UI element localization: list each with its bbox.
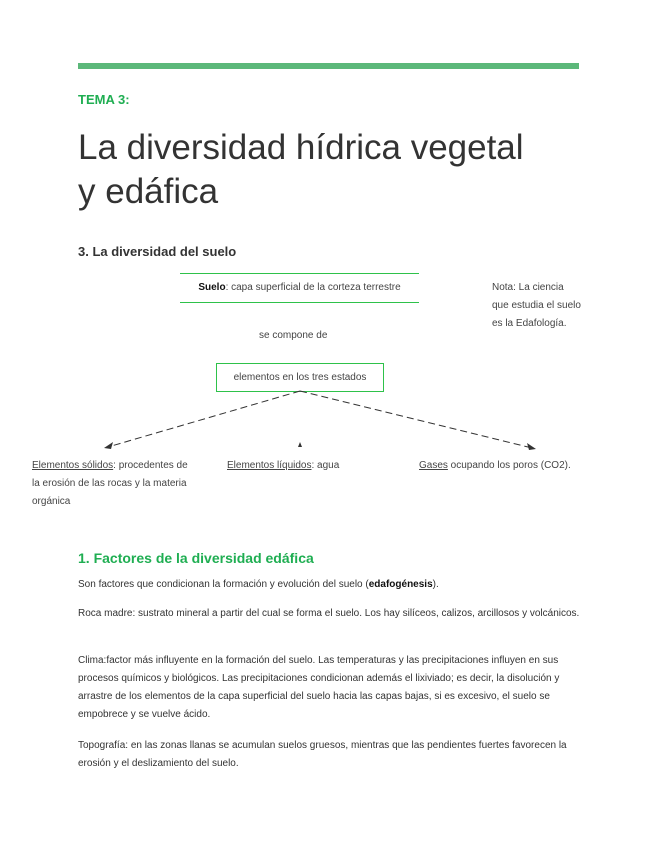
tema-label: TEMA 3: [78, 92, 130, 107]
solidos-desc: : procedentes de la erosión de las rocas y la materia orgánica [32, 460, 188, 507]
liquidos-label: Elementos líquidos [227, 460, 312, 471]
compone-text: se compone de [259, 330, 328, 341]
factores-intro [78, 576, 588, 594]
arrowhead-solidos [104, 442, 113, 449]
factores-heading: 1. Factores de la diversidad edáfica [78, 550, 314, 566]
arrowhead-gases [527, 443, 536, 450]
roca-madre-paragraph: Roca madre: sustrato mineral a partir del cual se forma el suelo. Los hay silíceos, calizos, arcillosos y volcánicos. [78, 608, 580, 619]
topografia-paragraph: Topografía: en las zonas llanas se acumulan suelos gruesos, mientras que las pendientes fuertes favorecen la erosión y el deslizamiento del suelo. [78, 740, 567, 769]
page-title-line1: La diversidad hídrica vegetal [78, 128, 524, 167]
arrow-gases [300, 391, 532, 448]
gases-label: Gases [419, 460, 448, 471]
liquidos-desc: : agua [311, 460, 340, 471]
suelo-term: Suelo [198, 282, 226, 293]
estados-box: elementos en los tres estados [216, 363, 384, 392]
solidos-label: Elementos sólidos [32, 460, 114, 471]
gases [419, 457, 571, 475]
clima-paragraph: Clima:factor más influyente en la formación del suelo. Las temperaturas y las precipitaciones influyen en sus procesos químicos y biológicos. Las precipitaciones condicionan además el lixiviado; es decir, la disolución y arrastre de los elementos de la capa superficial del suelo hacia las capas bajas, si es excesivo, el suelo se empobrece y se vuelve ácido. [78, 655, 560, 720]
edafogenesis-term: edafogénesis [368, 579, 433, 590]
page-title-line2: y edáfica [78, 172, 219, 211]
arrowhead-liquidos [298, 442, 302, 447]
suelo-definition: : capa superficial de la corteza terrestre [225, 282, 401, 293]
elementos-solidos [32, 457, 192, 511]
intro-end: ). [432, 579, 439, 590]
arrow-solidos [108, 391, 300, 447]
section-heading: 3. La diversidad del suelo [78, 244, 237, 259]
nota-text: Nota: La ciencia que estudia el suelo es la Edafología. [492, 282, 581, 329]
intro-text: Son factores que condicionan la formación y evolución del suelo ( [78, 579, 369, 590]
gases-desc: ocupando los poros (CO2). [447, 460, 571, 471]
elementos-liquidos [227, 457, 339, 475]
